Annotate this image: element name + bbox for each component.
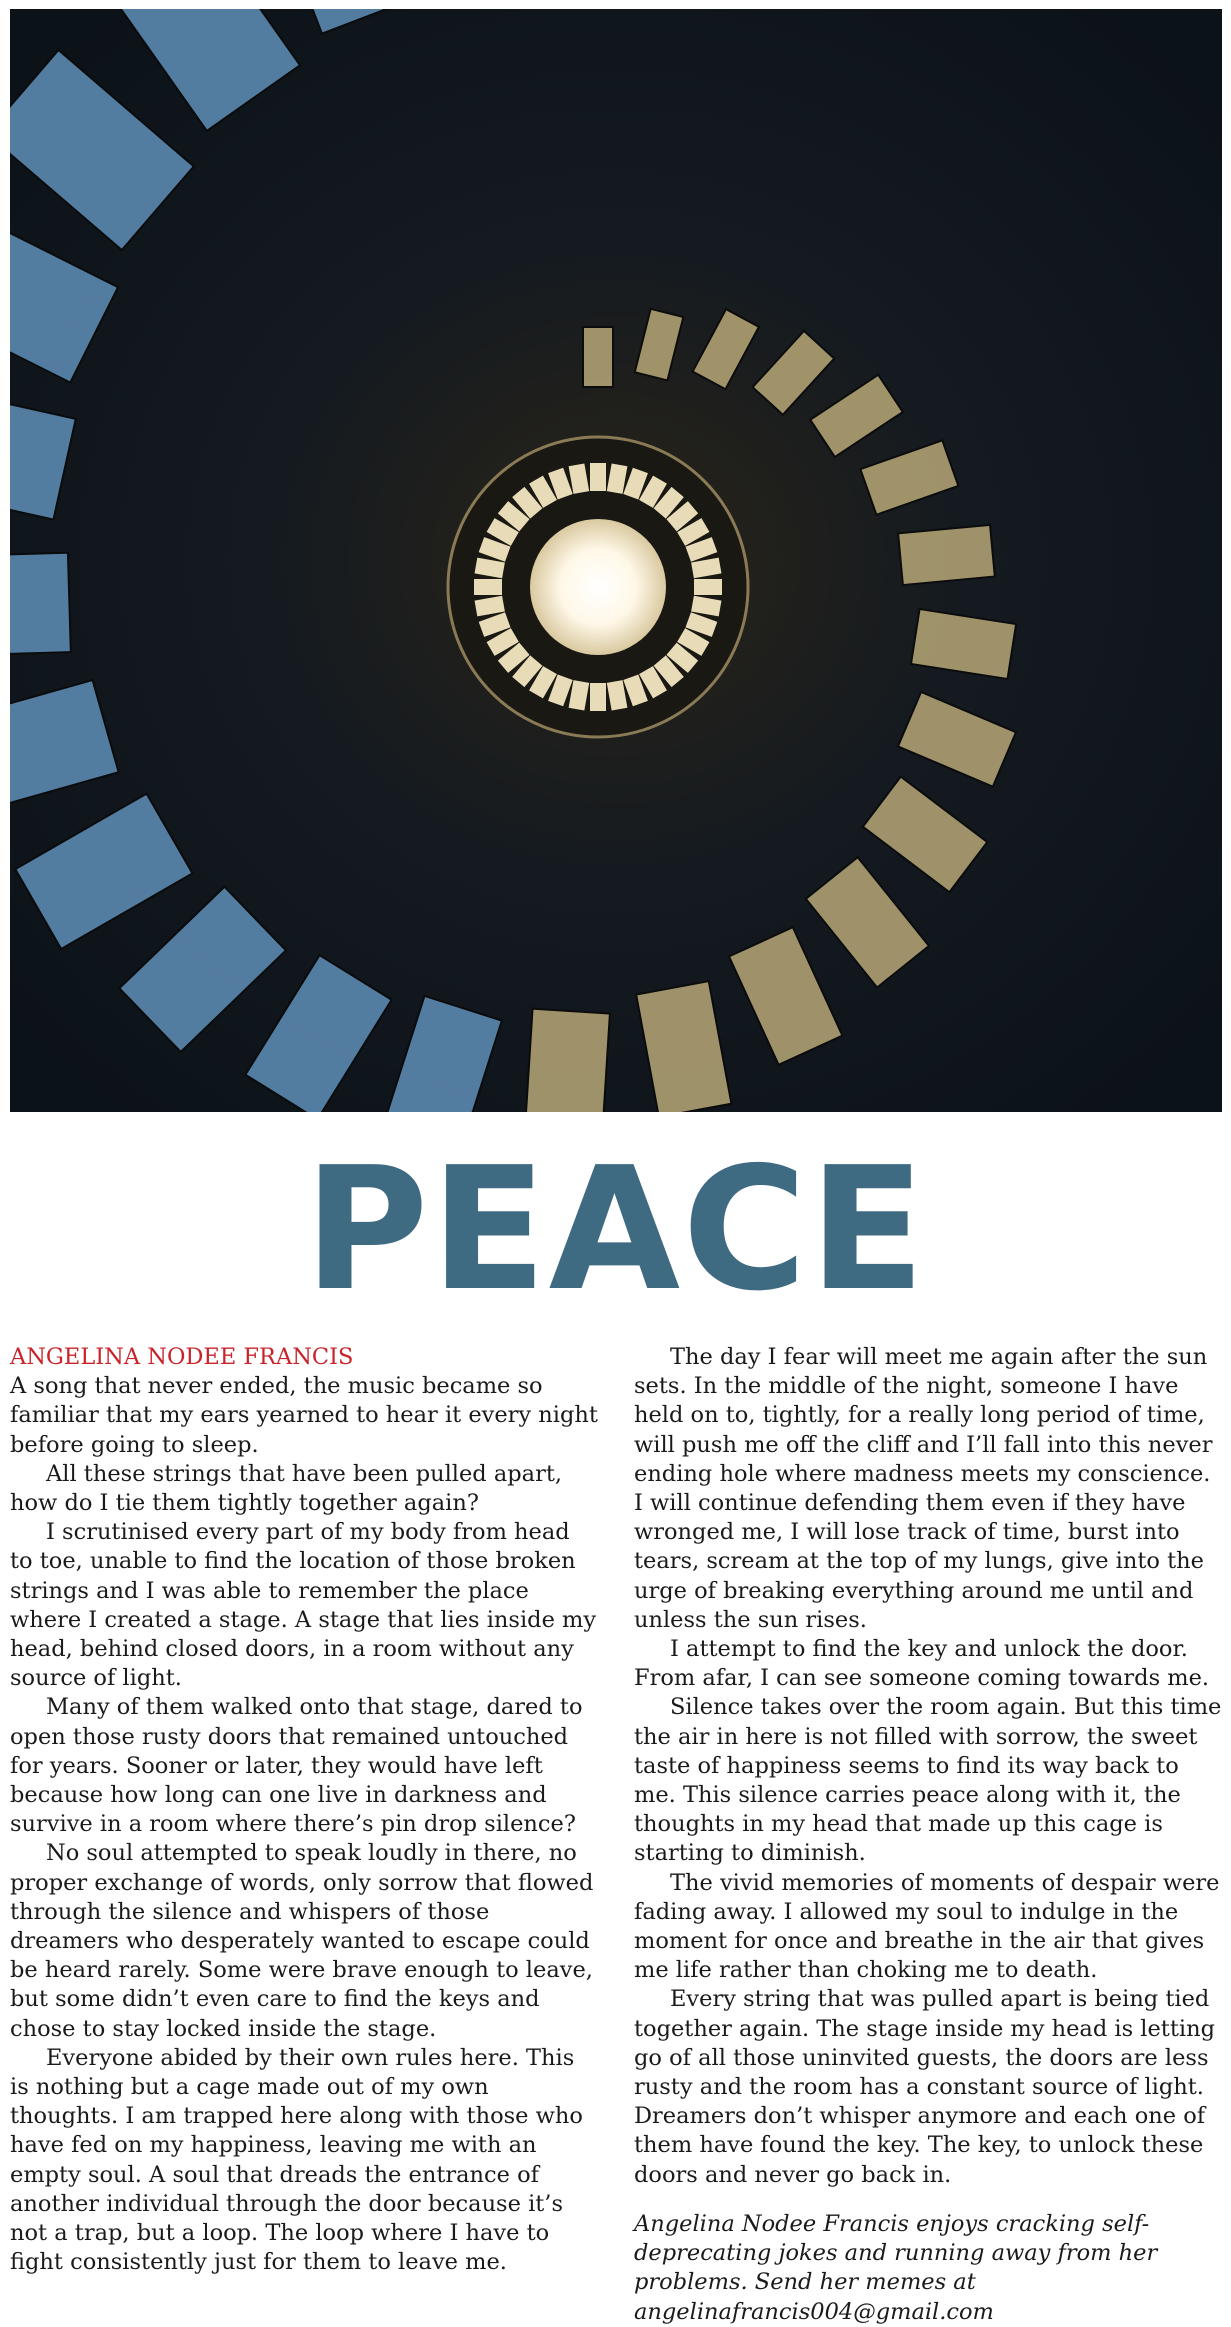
- paragraph: No soul attempted to speak loudly in there, no proper exchange of words, only sorrow that flowed through the silence and whispers of those dreamers who desperately wanted to escape could be heard rarely. Some were brave enough to leave, but some didn’t even care to find the keys and chose to stay locked inside the stage.: [10, 1840, 594, 2042]
- inner-step: [590, 683, 606, 711]
- author-bio: Angelina Nodee Francis enjoys cracking self-deprecating jokes and running away from her problems. Send her memes at angelinafrancis004@gmail.com: [634, 2210, 1158, 2325]
- article-column-right: [634, 1343, 1222, 2327]
- paragraph: A song that never ended, the music became so familiar that my ears yearned to hear it every night before going to sleep.: [10, 1373, 598, 1458]
- window-pane: [898, 525, 995, 585]
- article-column-left: [10, 1343, 598, 2278]
- byline: ANGELINA NODEE FRANCIS: [10, 1344, 354, 1370]
- inner-step: [474, 579, 502, 595]
- paragraph: The vivid memories of moments of despair were fading away. I allowed my soul to indulge in the moment for once and breathe in the air that gives me life rather than choking me to death.: [634, 1869, 1220, 1984]
- headline: PEACE: [303, 1131, 928, 1329]
- paragraph: I attempt to find the key and unlock the door. From afar, I can see someone coming towards me.: [634, 1636, 1210, 1692]
- inner-step: [694, 579, 722, 595]
- paragraph: I scrutinised every part of my body from head to toe, unable to find the location of those broken strings and I was able to remember the place where I created a stage. A stage that lies inside my head, behind closed doors, in a room without any source of light.: [10, 1519, 597, 1692]
- inner-step: [590, 463, 606, 491]
- paragraph: All these strings that have been pulled apart, how do I tie them tightly together again?: [10, 1460, 563, 1517]
- window-pane: [583, 327, 613, 387]
- window-pane: [524, 1009, 610, 1112]
- window-pane: [10, 553, 71, 657]
- paragraph: Everyone abided by their own rules here. This is nothing but a cage made out of my own thoughts. I am trapped here along with those who have fed on my happiness, leaving me with an empty soul. A soul that dreads the entrance of another individual through the door because it’s not a trap, but a loop. The loop where I have to fight consistently just for them to leave me.: [10, 2044, 583, 2276]
- paragraph: Every string that was pulled apart is being tied together again. The stage inside my head is letting go of all those uninvited guests, the doors are less rusty and the room has a constant source of light. Dreamers don’t whisper anymore and each one of them have found the key. The key, to unlock these doors and never go back in.: [634, 1986, 1215, 2188]
- spiral-staircase-photo: [10, 9, 1222, 1112]
- paragraph: The day I fear will meet me again after the sun sets. In the middle of the night, someone I have held on to, tightly, for a really long period of time, will push me off the cliff and I’ll fall into this never ending hole where madness meets my conscience. I will continue defending them even if they have wronged me, I will lose track of time, burst into tears, scream at the top of my lungs, give into the urge of breaking everything around me until and unless the sun rises.: [634, 1344, 1213, 1633]
- paragraph: Many of them walked onto that stage, dared to open those rusty doors that remained untouched for years. Sooner or later, they would have left because how long can one live in darkness and survive in a room where there’s pin drop silence?: [10, 1694, 583, 1838]
- paragraph: Silence takes over the room again. But this time the air in here is not filled with sorrow, the sweet taste of happiness seems to find its way back to me. This silence carries peace along with it, the thoughts in my head that made up this cage is starting to diminish.: [634, 1694, 1222, 1867]
